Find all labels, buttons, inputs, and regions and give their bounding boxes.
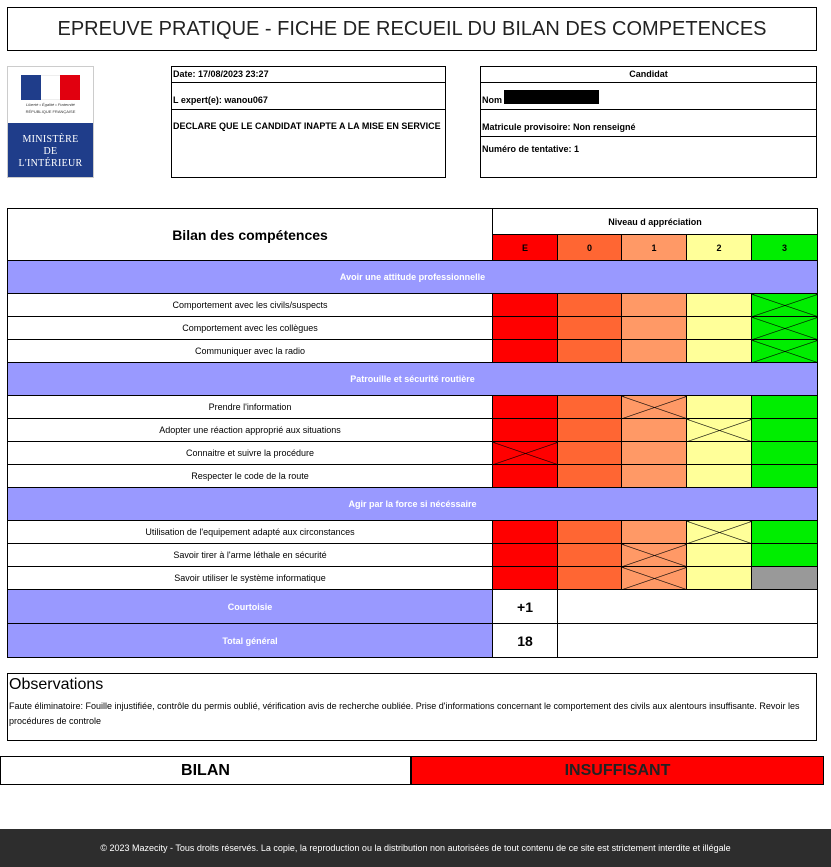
level-cell[interactable] — [687, 396, 752, 419]
table-row — [8, 317, 818, 340]
logo-motto: Liberté • Égalité • Fraternité — [26, 102, 75, 107]
logo-ministry-line: MINISTÈRE — [22, 134, 79, 145]
level-cell-selected[interactable] — [752, 317, 818, 340]
level-cell[interactable] — [622, 442, 687, 465]
level-cell-selected[interactable] — [687, 419, 752, 442]
skill-label: Communiquer avec la radio — [8, 340, 493, 363]
skills-table — [7, 208, 818, 658]
candidate-attempt: Numéro de tentative: 1 — [482, 144, 580, 154]
level-cell[interactable] — [622, 419, 687, 442]
level-cell[interactable] — [558, 294, 622, 317]
result-value: INSUFFISANT — [411, 756, 824, 785]
level-cell[interactable] — [687, 544, 752, 567]
courtesy-row — [8, 590, 818, 624]
level-cell[interactable] — [752, 521, 818, 544]
level-cell[interactable] — [622, 521, 687, 544]
skill-label: Prendre l'information — [8, 396, 493, 419]
level-cell[interactable] — [622, 317, 687, 340]
level-cell[interactable] — [493, 419, 558, 442]
table-row — [8, 465, 818, 488]
skill-label: Comportement avec les civils/suspects — [8, 294, 493, 317]
level-1-header: 0 — [558, 235, 622, 261]
level-cell[interactable] — [493, 396, 558, 419]
total-empty — [558, 624, 818, 658]
section-row — [8, 363, 818, 396]
level-cell[interactable] — [558, 419, 622, 442]
table-row — [8, 396, 818, 419]
level-cell-selected[interactable] — [622, 396, 687, 419]
level-cell[interactable] — [493, 317, 558, 340]
level-cell[interactable] — [558, 567, 622, 590]
level-cell[interactable] — [752, 544, 818, 567]
level-cell[interactable] — [493, 544, 558, 567]
total-value: 18 — [493, 624, 558, 658]
level-cell[interactable] — [687, 340, 752, 363]
table-row — [8, 544, 818, 567]
exam-date: Date: 17/08/2023 23:27 — [172, 67, 445, 83]
logo-ministry-block — [8, 123, 93, 177]
skill-label: Savoir utiliser le système informatique — [8, 567, 493, 590]
skill-label: Comportement avec les collègues — [8, 317, 493, 340]
skills-header: Bilan des compétences — [8, 209, 493, 261]
candidate-header: Candidat — [481, 67, 816, 83]
level-cell[interactable] — [493, 294, 558, 317]
level-cell[interactable] — [493, 340, 558, 363]
expert-name: L expert(e): wanou067 — [172, 83, 445, 110]
level-cell[interactable] — [622, 465, 687, 488]
table-header-row — [8, 209, 818, 235]
level-cell-selected[interactable] — [493, 442, 558, 465]
courtesy-label: Courtoisie — [8, 590, 493, 624]
level-cell[interactable] — [622, 294, 687, 317]
page-title: EPREUVE PRATIQUE - FICHE DE RECUEIL DU BILAN DES COMPETENCES — [7, 7, 817, 51]
candidate-name-redacted — [504, 90, 599, 104]
skill-label: Connaitre et suivre la procédure — [8, 442, 493, 465]
skill-label: Utilisation de l'equipement adapté aux circonstances — [8, 521, 493, 544]
level-cell-selected[interactable] — [622, 567, 687, 590]
level-cell[interactable] — [558, 442, 622, 465]
courtesy-empty — [558, 590, 818, 624]
skill-label: Respecter le code de la route — [8, 465, 493, 488]
candidate-box — [480, 66, 817, 178]
level-cell[interactable] — [687, 567, 752, 590]
courtesy-value: +1 — [493, 590, 558, 624]
level-header: Niveau d appréciation — [493, 209, 818, 235]
level-cell[interactable] — [558, 544, 622, 567]
level-cell[interactable] — [752, 567, 818, 590]
observations-heading: Observations — [9, 676, 104, 693]
level-cell-selected[interactable] — [622, 544, 687, 567]
candidate-name-row — [481, 83, 816, 110]
level-cell[interactable] — [558, 340, 622, 363]
observations-box — [7, 673, 817, 741]
logo-republic: RÉPUBLIQUE FRANÇAISE — [25, 109, 76, 114]
table-row — [8, 340, 818, 363]
table-row — [8, 294, 818, 317]
table-row — [8, 521, 818, 544]
section-title: Patrouille et sécurité routière — [8, 363, 818, 396]
section-row — [8, 261, 818, 294]
level-cell[interactable] — [752, 396, 818, 419]
logo-ministry-line: L'INTÉRIEUR — [18, 158, 83, 169]
total-label: Total général — [8, 624, 493, 658]
skill-label: Adopter une réaction approprié aux situations — [8, 419, 493, 442]
level-cell[interactable] — [752, 442, 818, 465]
level-cell[interactable] — [558, 396, 622, 419]
level-cell[interactable] — [493, 521, 558, 544]
footer-copyright: © 2023 Mazecity - Tous droits réservés. La copie, la reproduction ou la distribution non autorisées de tout contenu de ce site est strictement interdite et illégale — [0, 829, 831, 867]
level-cell[interactable] — [752, 419, 818, 442]
level-cell[interactable] — [752, 465, 818, 488]
marianne-flag-icon — [21, 75, 80, 100]
table-row — [8, 567, 818, 590]
level-cell-selected[interactable] — [687, 521, 752, 544]
table-row — [8, 442, 818, 465]
level-cell[interactable] — [493, 567, 558, 590]
observations-text: Faute éliminatoire: Fouille injustifiée, contrôle du permis oublié, vérification avis de recherche oubliée. Prise d'informations concernant le comportement des civils aux alentours insuffisante. Revoir les procédures de controle — [9, 701, 800, 726]
result-label: BILAN — [0, 756, 411, 785]
level-0-header: E — [493, 235, 558, 261]
declaration-text: DECLARE QUE LE CANDIDAT INAPTE A LA MISE EN SERVICE — [173, 121, 441, 131]
candidate-name-label: Nom — [482, 95, 502, 105]
ministry-logo — [7, 66, 94, 178]
total-row — [8, 624, 818, 658]
exam-info-box — [171, 66, 446, 178]
candidate-matricule: Matricule provisoire: Non renseigné — [481, 110, 816, 137]
skill-label: Savoir tirer à l'arme léthale en sécurité — [8, 544, 493, 567]
section-title: Agir par la force si nécéssaire — [8, 488, 818, 521]
level-cell[interactable] — [558, 465, 622, 488]
logo-ministry-line: DE — [43, 146, 58, 157]
level-cell[interactable] — [687, 442, 752, 465]
level-cell[interactable] — [687, 317, 752, 340]
table-row — [8, 419, 818, 442]
level-cell[interactable] — [622, 340, 687, 363]
level-cell-selected[interactable] — [752, 294, 818, 317]
section-row — [8, 488, 818, 521]
level-2-header: 1 — [622, 235, 687, 261]
level-cell-selected[interactable] — [752, 340, 818, 363]
level-cell[interactable] — [687, 465, 752, 488]
level-3-header: 2 — [687, 235, 752, 261]
level-cell[interactable] — [558, 317, 622, 340]
level-cell[interactable] — [558, 521, 622, 544]
level-cell[interactable] — [493, 465, 558, 488]
section-title: Avoir une attitude professionnelle — [8, 261, 818, 294]
level-cell[interactable] — [687, 294, 752, 317]
level-4-header: 3 — [752, 235, 818, 261]
